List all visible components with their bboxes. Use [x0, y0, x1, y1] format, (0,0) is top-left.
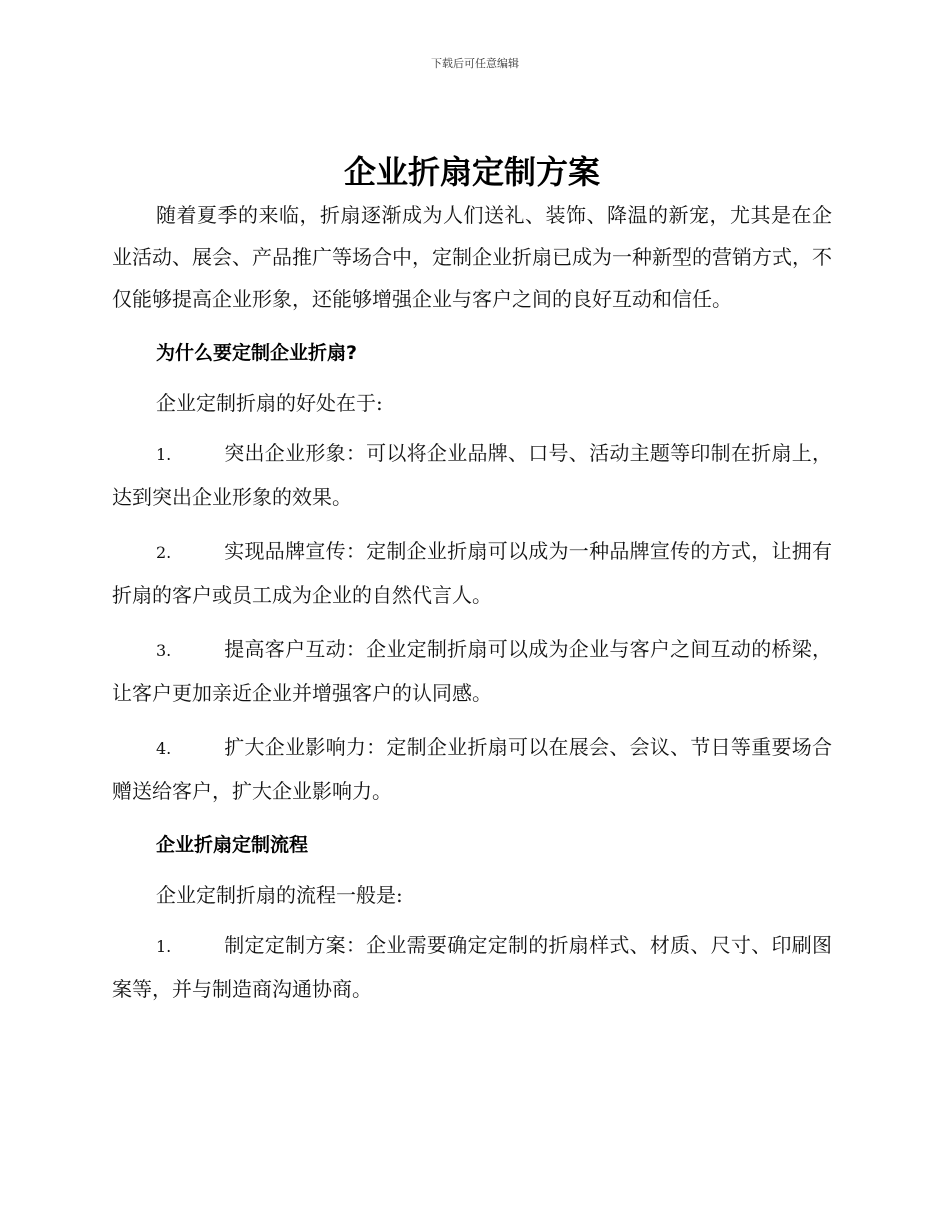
list-item-number: 1. — [156, 445, 172, 464]
list-item — [112, 924, 832, 1010]
list-item-text: 突出企业形象：可以将企业品牌、口号、活动主题等印制在折扇上，达到突出企业形象的效果。 — [112, 441, 832, 509]
list-item — [112, 432, 832, 518]
intro-paragraph: 随着夏季的来临，折扇逐渐成为人们送礼、装饰、降温的新宠，尤其是在企业活动、展会、产品推广等场合中，定制企业折扇已成为一种新型的营销方式，不仅能够提高企业形象，还能够增强企业与客户之间的良好互动和信任。 — [112, 203, 832, 311]
list-item-number: 2. — [156, 543, 172, 562]
document-body — [112, 150, 832, 1022]
list-item-number: 1. — [156, 937, 172, 956]
list-item — [112, 530, 832, 616]
list-item-text: 实现品牌宣传：定制企业折扇可以成为一种品牌宣传的方式，让拥有折扇的客户或员工成为企业的自然代言人。 — [112, 539, 832, 607]
list-item — [112, 628, 832, 714]
section-lead-benefits: 企业定制折扇的好处在于: — [156, 391, 383, 415]
section-heading-why: 为什么要定制企业折扇? — [156, 342, 358, 364]
list-item-text: 扩大企业影响力：定制企业折扇可以在展会、会议、节日等重要场合赠送给客户，扩大企业影响力。 — [112, 735, 832, 803]
page-title: 企业折扇定制方案 — [343, 153, 600, 191]
list-item — [112, 726, 832, 812]
list-item-number: 4. — [156, 739, 172, 758]
list-item-text: 提高客户互动：企业定制折扇可以成为企业与客户之间互动的桥梁，让客户更加亲近企业并增强客户的认同感。 — [112, 637, 832, 705]
list-item-text: 制定定制方案：企业需要确定定制的折扇样式、材质、尺寸、印刷图案等，并与制造商沟通协商。 — [112, 933, 832, 1001]
section-heading-process: 企业折扇定制流程 — [156, 834, 309, 856]
section-lead-process: 企业定制折扇的流程一般是: — [156, 883, 403, 907]
list-item-number: 3. — [156, 641, 172, 660]
header-note: 下载后可任意编辑 — [431, 57, 519, 70]
